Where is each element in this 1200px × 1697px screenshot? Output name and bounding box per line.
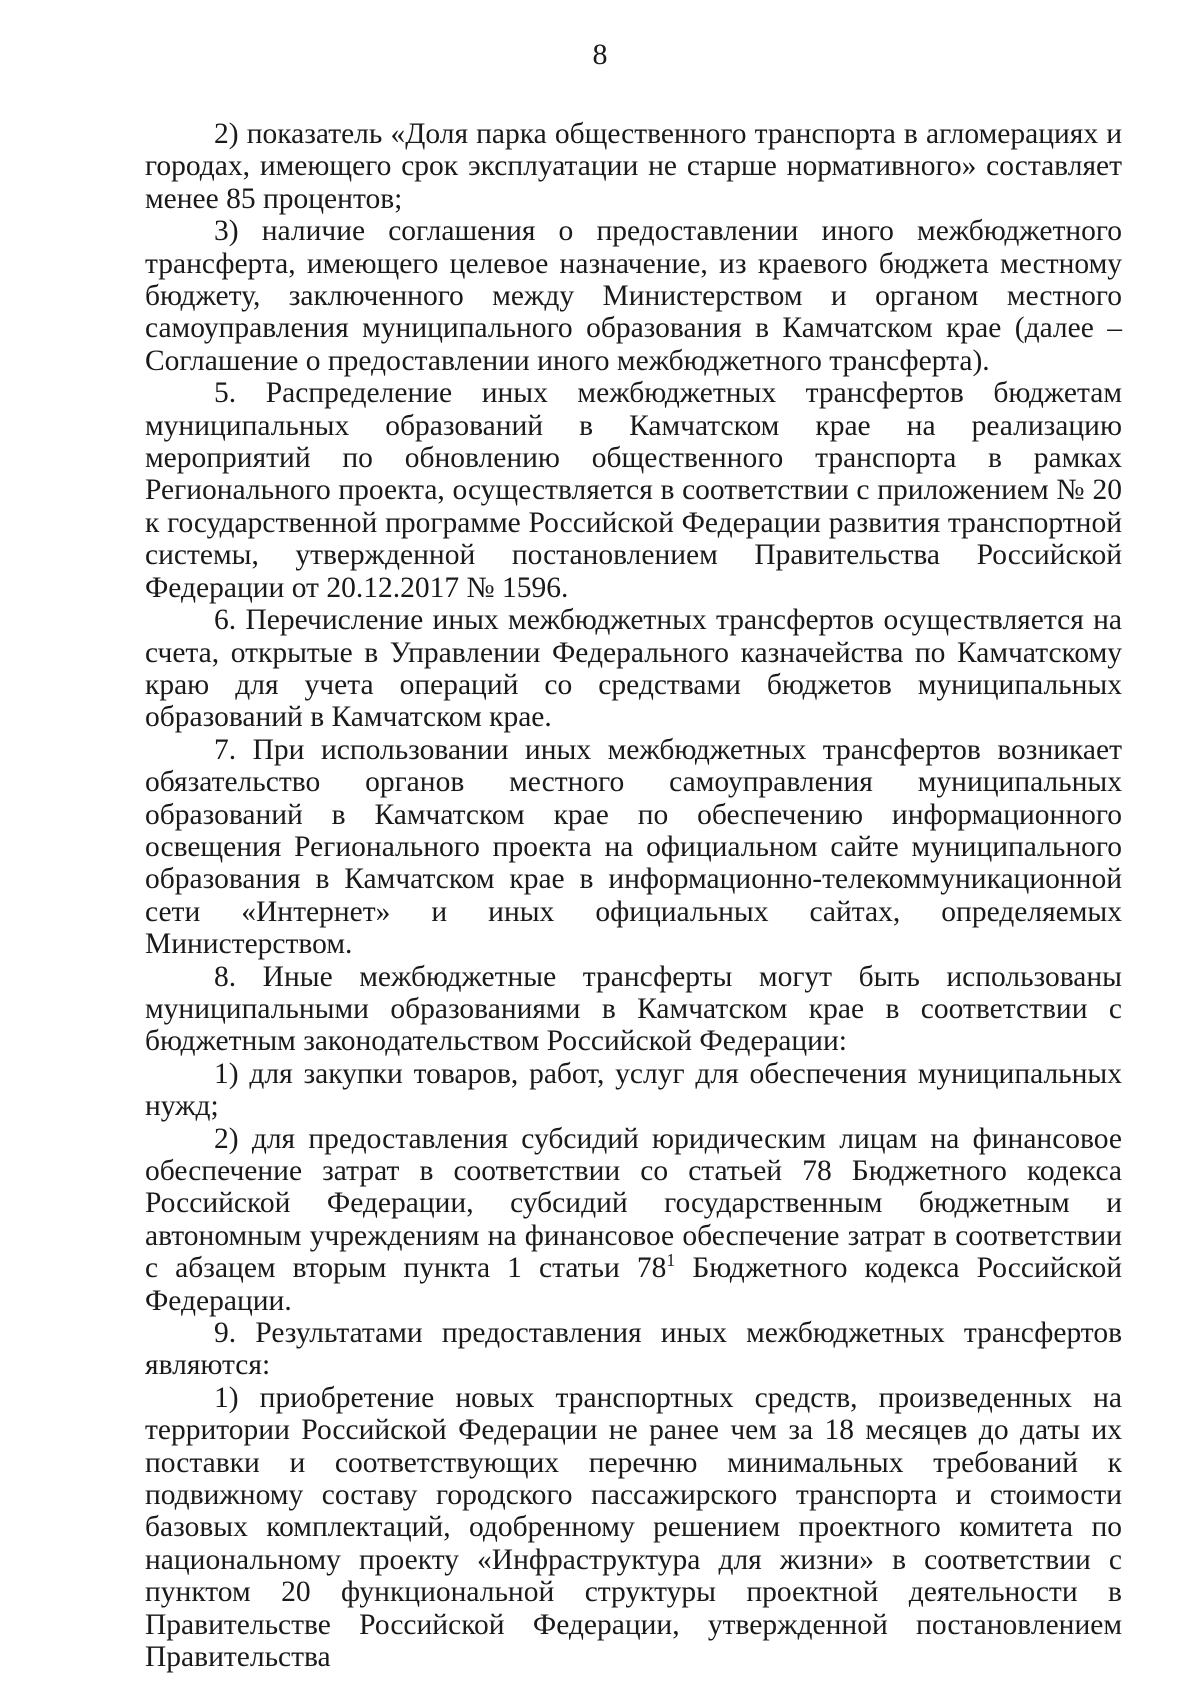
paragraph-item-5: 5. Распределение иных межбюджетных трансфертов бюджетам муниципальных образований в Камчатском крае на реализацию мероприятий по обновлению общественного транспорта в рамках Регионального проекта, осуществляется в соответствии с приложением № 20 к государственной программе Российской Федерации развития транспортной системы, утвержденной постановлением Правительства Российской Федерации от 20.12.2017 № 1596.: [145, 377, 1122, 604]
superscript-marker: 1: [666, 1250, 676, 1271]
paragraph-item-8-sub-2: [145, 1123, 1122, 1317]
paragraph-item-9-sub-1: 1) приобретение новых транспортных средств, произведенных на территории Российской Федерации не ранее чем за 18 месяцев до даты их поставки и соответствующих перечню минимальных требований к подвижному составу городского пассажирского транспорта и стоимости базовых комплектаций, одобренному решением проектного комитета по национальному проекту «Инфраструктура для жизни» в соответствии с пунктом 20 функциональной структуры проектной деятельности в Правительстве Российской Федерации, утвержденной постановлением Правительства: [145, 1381, 1122, 1674]
paragraph-item-7: 7. При использовании иных межбюджетных трансфертов возникает обязательство органов местного самоуправления муниципальных образований в Камчатском крае по обеспечению информационного освещения Регионального проекта на официальном сайте муниципального образования в Камчатском крае в информационно-телекоммуникационной сети «Интернет» и иных официальных сайтах, определяемых Министерством.: [145, 733, 1122, 961]
paragraph-item-6: 6. Перечисление иных межбюджетных трансфертов осуществляется на счета, открытые в Управлении Федерального казначейства по Камчатскому краю для учета операций со средствами бюджетов муниципальных образований в Камчатском крае.: [145, 604, 1122, 734]
paragraph-indicator-share: 2) показатель «Доля парка общественного транспорта в агломерациях и городах, имеющего срок эксплуатации не старше нормативного» составляет менее 85 процентов;: [145, 118, 1122, 215]
paragraph-item-9: 9. Результатами предоставления иных межбюджетных трансфертов являются:: [145, 1317, 1122, 1382]
paragraph-item-8-sub-1: 1) для закупки товаров, работ, услуг для обеспечения муниципальных нужд;: [145, 1057, 1122, 1123]
document-body: [145, 118, 1122, 1674]
paragraph-item-8-sub-2-text: 2) для предоставления субсидий юридическим лицам на финансовое обеспечение затрат в соответствии со статьей 78 Бюджетного кодекса Российской Федерации, субсидий государственным бюджетным и автономным учреждениям на финансовое обеспечение затрат в соответствии с абзацем вторым пункта 1 статьи 78: [145, 1122, 1122, 1285]
paragraph-agreement: 3) наличие соглашения о предоставлении иного межбюджетного трансферта, имеющего целевое назначение, из краевого бюджета местному бюджету, заключенного между Министерством и органом местного самоуправления муниципального образования в Камчатском крае (далее – Соглашение о предоставлении иного межбюджетного трансферта).: [145, 215, 1122, 377]
page-number: 8: [592, 38, 608, 71]
paragraph-item-8: 8. Иные межбюджетные трансферты могут быть использованы муниципальными образованиями в Камчатском крае в соответствии с бюджетным законодательством Российской Федерации:: [145, 960, 1122, 1058]
paragraph-item-8-sub-2-tail: Бюджетного кодекса Российской Федерации.: [145, 1252, 1122, 1317]
